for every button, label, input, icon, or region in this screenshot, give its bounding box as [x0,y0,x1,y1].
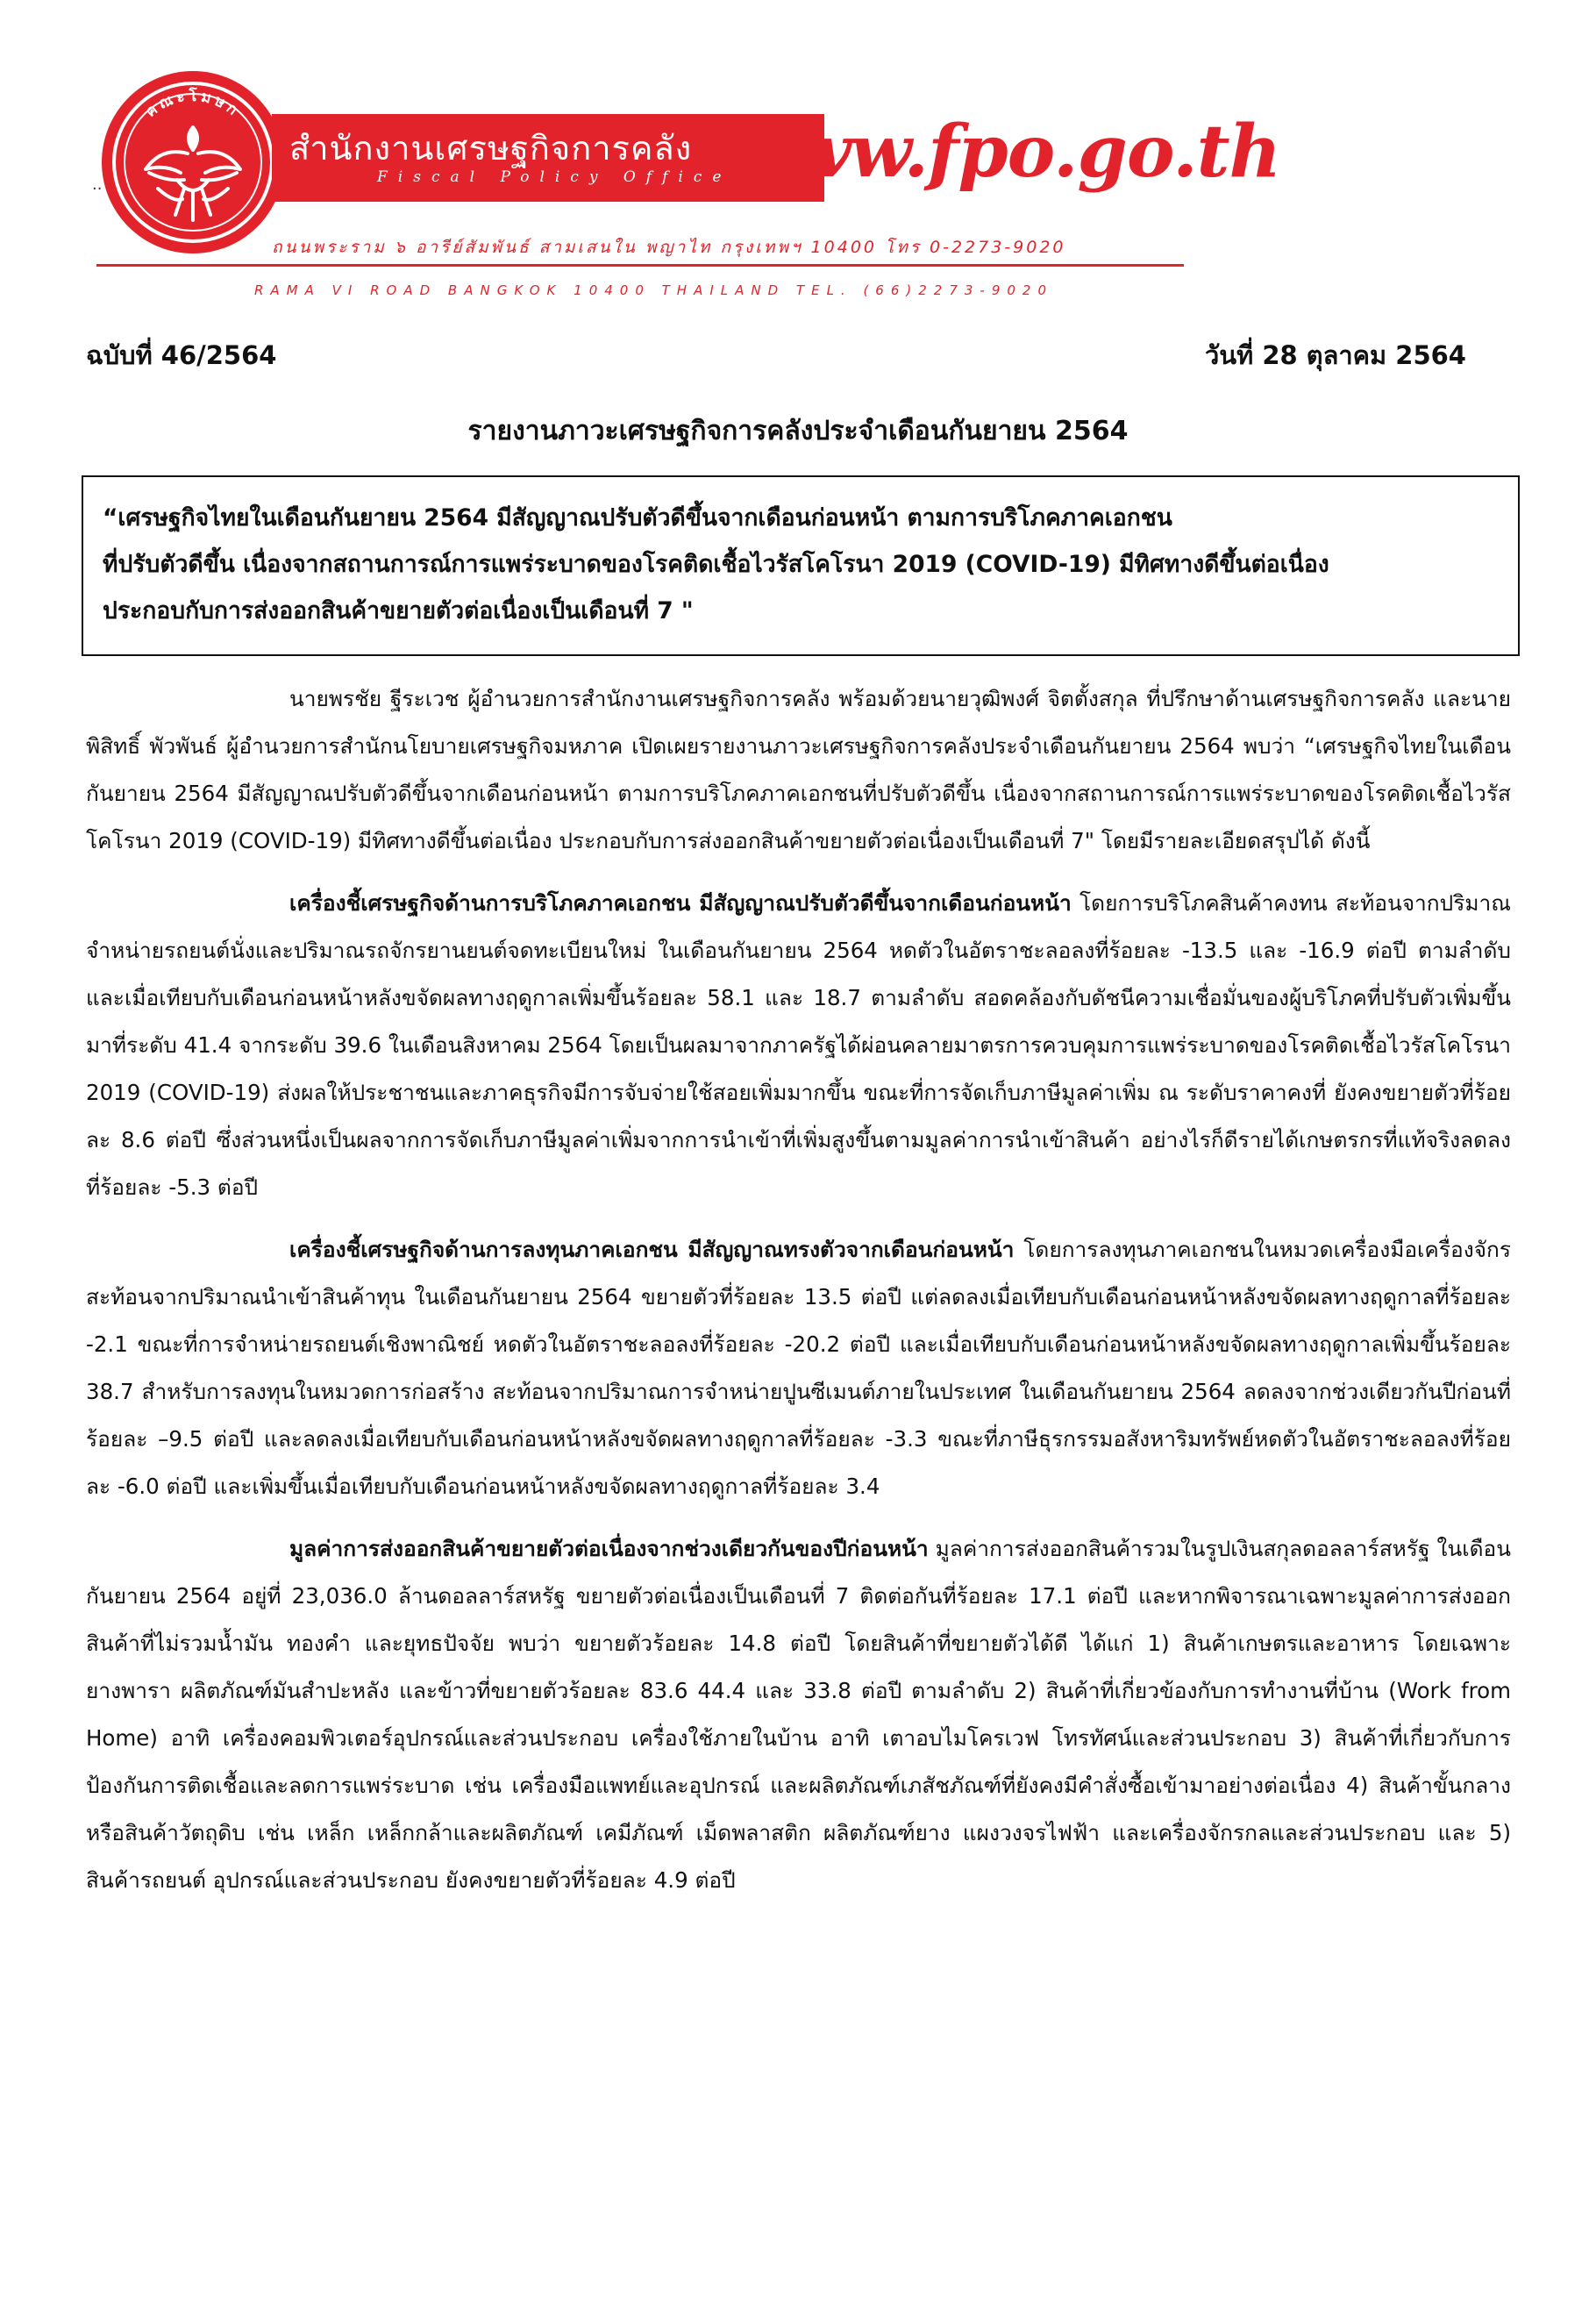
body-text [86,675,1511,1919]
garuda-seal-logo [96,66,289,259]
paragraph-text: โดยการบริโภคสินค้าคงทน สะท้อนจากปริมาณจำหน่ายรถยนต์นั่งและปริมาณรถจักรยานยนต์จดทะเบียนใหม่ ในเดือนกันยายน 2564 หดตัวในอัตราชะลอลงที่ร้อยละ -13.5 และ -16.9 ต่อปี ตามลำดับ และเมื่อเทียบกับเดือนก่อนหน้าหลังขจัดผลทางฤดูกาลเพิ่มขึ้นร้อยละ 58.1 และ 18.7 ตามลำดับ สอดคล้องกับดัชนีความเชื่อมั่นของผู้บริโภคที่ปรับตัวเพิ่มขึ้นมาที่ระดับ 41.4 จากระดับ 39.6 ในเดือนสิงหาคม 2564 โดยเป็นผลมาจากภาครัฐได้ผ่อนคลายมาตรการควบคุมการแพร่ระบาดของโรคติดเชื้อไวรัสโคโรนา 2019 (COVID-19) ส่งผลให้ประชาชนและภาคธุรกิจมีการจับจ่ายใช้สอยเพิ่มมากขึ้น ขณะที่การจัดเก็บภาษีมูลค่าเพิ่ม ณ ระดับราคาคงที่ ยังคงขยายตัวที่ร้อยละ 8.6 ต่อปี ซึ่งส่วนหนึ่งเป็นผลจากการจัดเก็บภาษีมูลค่าเพิ่มจากการนำเข้าที่เพิ่มสูงขึ้นตามมูลค่าการนำเข้าสินค้า อย่างไรก็ดีรายได้เกษตรกรที่แท้จริงลดลงที่ร้อยละ -5.3 ต่อปี [86,890,1512,1200]
paragraph-heading: เครื่องชี้เศรษฐกิจด้านการบริโภคภาคเอกชน มีสัญญาณปรับตัวดีขึ้นจากเดือนก่อนหน้า [289,890,1072,916]
summary-line: ประกอบกับการส่งออกสินค้าขยายตัวต่อเนื่องเป็นเดือนที่ 7 " [103,597,694,624]
paragraph-intro [86,675,1511,865]
paragraph-investment [86,1226,1511,1510]
issue-date: วันที่ 28 ตุลาคม 2564 [1205,340,1466,370]
summary-line: “เศรษฐกิจไทยในเดือนกันยายน 2564 มีสัญญาณปรับตัวดีขึ้นจากเดือนก่อนหน้า ตามการบริโภคภาคเอกชน [103,504,1172,532]
paragraph-text: นายพรชัย ฐีระเวช ผู้อำนวยการสำนักงานเศรษฐกิจการคลัง พร้อมด้วยนายวุฒิพงศ์ จิตตั้งสกุล ที่ปรึกษาด้านเศรษฐกิจการคลัง และนายพิสิทธิ์ พัวพันธ์ ผู้อำนวยการสำนักนโยบายเศรษฐกิจมหภาค เปิดเผยรายงานภาวะเศรษฐกิจการคลังประจำเดือนกันยายน 2564 พบว่า “เศรษฐกิจไทยในเดือนกันยายน 2564 มีสัญญาณปรับตัวดีขึ้นจากเดือนก่อนหน้า ตามการบริโภคภาคเอกชนที่ปรับตัวดีขึ้น เนื่องจากสถานการณ์การแพร่ระบาดของโรคติดเชื้อไวรัสโคโรนา 2019 (COVID-19) มีทิศทางดีขึ้นต่อเนื่อง ประกอบกับการส่งออกสินค้าขยายตัวต่อเนื่องเป็นเดือนที่ 7" โดยมีรายละเอียดสรุปได้ ดังนี้ [86,686,1511,853]
address-th: ถนนพระราม ๖ อารีย์สัมพันธ์ สามเสนใน พญาไท กรุงเทพฯ 10400 โทร 0-2273-9020 [272,238,1066,257]
agency-name-th: สำนักงานเศรษฐกิจการคลัง [289,129,693,168]
paragraph-text: โดยการลงทุนภาคเอกชนในหมวดเครื่องมือเครื่องจักร สะท้อนจากปริมาณนำเข้าสินค้าทุน ในเดือนกันยายน 2564 ขยายตัวที่ร้อยละ 13.5 ต่อปี แต่ลดลงเมื่อเทียบกับเดือนก่อนหน้าหลังขจัดผลทางฤดูกาลที่ร้อยละ -2.1 ขณะที่การจำหน่ายรถยนต์เชิงพาณิชย์ หดตัวในอัตราชะลอลงที่ร้อยละ -20.2 ต่อปี และเมื่อเทียบกับเดือนก่อนหน้าหลังขจัดผลทางฤดูกาลเพิ่มขึ้นร้อยละ 38.7 สำหรับการลงทุนในหมวดการก่อสร้าง สะท้อนจากปริมาณการจำหน่ายปูนซีเมนต์ภายในประเทศ ในเดือนกันยายน 2564 ลดลงจากช่วงเดียวกันปีก่อนที่ร้อยละ –9.5 ต่อปี และลดลงเมื่อเทียบกับเดือนก่อนหน้าหลังขจัดผลทางฤดูกาลที่ร้อยละ -3.3 ขณะที่ภาษีธุรกรรมอสังหาริมทรัพย์หดตัวในอัตราชะลอลงที่ร้อยละ -6.0 ต่อปี และเพิ่มขึ้นเมื่อเทียบกับเดือนก่อนหน้าหลังขจัดผลทางฤดูกาลที่ร้อยละ 3.4 [86,1237,1512,1499]
website-url[interactable]: www.fpo.go.th [728,110,1281,194]
svg-text:คณะโมษก: คณะโมษก [142,87,244,121]
paragraph-exports [86,1525,1511,1904]
paragraph-heading: มูลค่าการส่งออกสินค้าขยายตัวต่อเนื่องจากช่วงเดียวกันของปีก่อนหน้า [289,1536,929,1561]
summary-line: ที่ปรับตัวดีขึ้น เนื่องจากสถานการณ์การแพร่ระบาดของโรคติดเชื้อไวรัสโคโรนา 2019 (COVID-19) มีทิศทางดีขึ้นต่อเนื่อง [103,551,1329,578]
paragraph-text: มูลค่าการส่งออกสินค้ารวมในรูปเงินสกุลดอลลาร์สหรัฐ ในเดือนกันยายน 2564 อยู่ที่ 23,036.0 ล้านดอลลาร์สหรัฐ ขยายตัวต่อเนื่องเป็นเดือนที่ 7 ติดต่อกันที่ร้อยละ 17.1 ต่อปี และหากพิจารณาเฉพาะมูลค่าการส่งออกสินค้าที่ไม่รวมน้ำมัน ทองคำ และยุทธปัจจัย พบว่า ขยายตัวร้อยละ 14.8 ต่อปี โดยสินค้าที่ขยายตัวได้ดี ได้แก่ 1) สินค้าเกษตรและอาหาร โดยเฉพาะ ยางพารา ผลิตภัณฑ์มันสำปะหลัง และข้าวที่ขยายตัวร้อยละ 83.6 44.4 และ 33.8 ต่อปี ตามลำดับ 2) สินค้าที่เกี่ยวข้องกับการทำงานที่บ้าน (Work from Home) อาทิ เครื่องคอมพิวเตอร์อุปกรณ์และส่วนประกอบ เครื่องใช้ภายในบ้าน อาทิ เตาอบไมโครเวฟ โทรทัศน์และส่วนประกอบ 3) สินค้าที่เกี่ยวกับการป้องกันการติดเชื้อและลดการแพร่ระบาด เช่น เครื่องมือแพทย์และอุปกรณ์ และผลิตภัณฑ์เภสัชภัณฑ์ที่ยังคงมีคำสั่งซื้อเข้ามาอย่างต่อเนื่อง 4) สินค้าขั้นกลางหรือสินค้าวัตถุดิบ เช่น เหล็ก เหล็กกล้าและผลิตภัณฑ์ เคมีภัณฑ์ เม็ดพลาสติก ผลิตภัณฑ์ยาง แผงวงจรไฟฟ้า และเครื่องจักรกลและส่วนประกอบ และ 5) สินค้ารถยนต์ อุปกรณ์และส่วนประกอบ ยังคงขยายตัวที่ร้อยละ 4.9 ต่อปี [86,1536,1511,1893]
letterhead [92,66,1281,311]
margin-dots: .. [92,175,103,194]
paragraph-heading: เครื่องชี้เศรษฐกิจด้านการลงทุนภาคเอกชน มีสัญญาณทรงตัวจากเดือนก่อนหน้า [289,1237,1015,1262]
header-divider [96,264,1184,267]
address-en: RAMA VI ROAD BANGKOK 10400 THAILAND TEL. (66)2273-9020 [254,282,1054,298]
issue-number: ฉบับที่ 46/2564 [86,340,277,370]
paragraph-consumption [86,880,1511,1211]
agency-name-en: Fiscal Policy Office [377,168,732,186]
summary-box [82,475,1520,656]
document-title: รายงานภาวะเศรษฐกิจการคลังประจำเดือนกันยายน 2564 [467,416,1129,446]
